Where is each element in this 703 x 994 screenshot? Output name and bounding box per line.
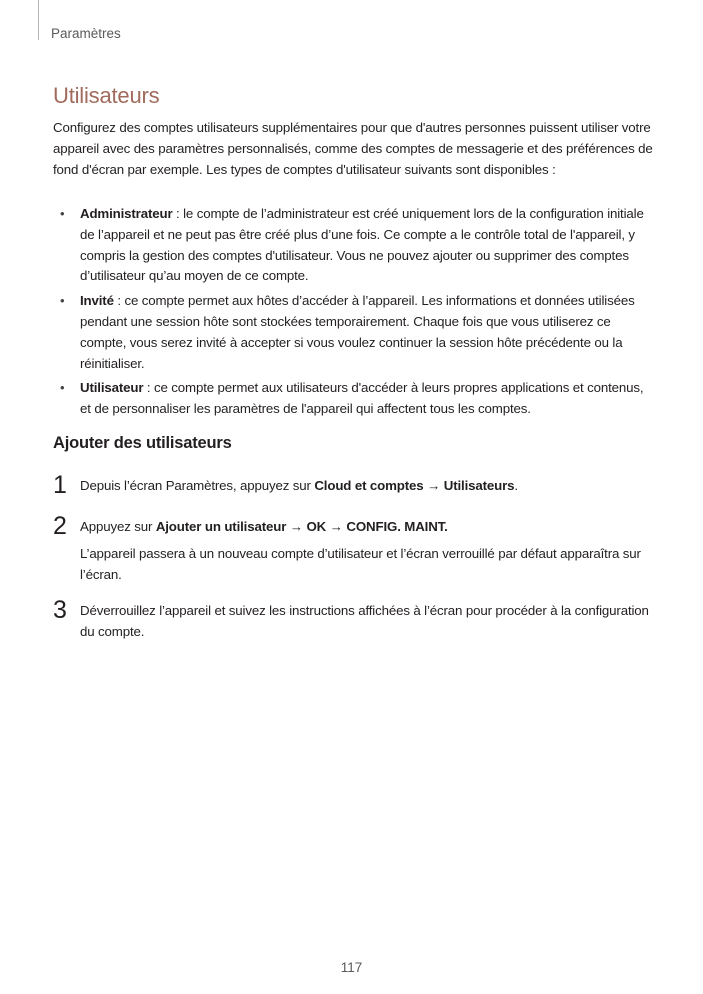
menu-path-cloud-accounts: Cloud et comptes	[314, 478, 424, 493]
page-number: 117	[340, 960, 363, 975]
bullet-term: Administrateur	[80, 206, 173, 221]
step-text: Depuis l’écran Paramètres, appuyez sur	[80, 478, 315, 493]
section-subtitle: Ajouter des utilisateurs	[53, 434, 232, 452]
menu-path-ok: OK	[306, 519, 327, 534]
step-instruction	[80, 517, 653, 538]
step-note: L’appareil passera à un nouveau compte d’utilisateur et l’écran verrouillé par défaut apparaîtra sur l’écran.	[80, 545, 641, 582]
header-section-label: Paramètres	[51, 26, 121, 41]
step-1	[53, 471, 653, 499]
page-title: Utilisateurs	[53, 83, 160, 108]
intro-paragraph: Configurez des comptes utilisateurs supplémentaires pour que d'autres personnes puissent utiliser votre appareil avec des paramètres personnalisés, comme des comptes de messagerie et des préférences de fond d'écran par exemple. Les types de comptes d'utilisateur suivants sont disponibles :	[53, 120, 653, 177]
menu-path-add-user: Ajouter un utilisateur	[155, 519, 287, 534]
list-item-invite	[53, 291, 653, 374]
bullet-icon: •	[60, 293, 65, 309]
step-number: 3	[53, 596, 67, 624]
step-instruction	[80, 476, 653, 497]
bullet-text: : ce compte permet aux utilisateurs d'accéder à leurs propres applications et contenus, et de personnaliser les paramètres de l'appareil qui affectent tous les comptes.	[80, 380, 644, 417]
menu-path-users: Utilisateurs	[443, 478, 515, 493]
step-number: 2	[53, 512, 67, 540]
bullet-term: Utilisateur	[80, 380, 144, 396]
bullet-term: Invité	[80, 293, 114, 309]
list-item-administrateur	[53, 204, 653, 287]
step-instruction: Déverrouillez l’appareil et suivez les instructions affichées à l’écran pour procéder à la configuration du compte.	[80, 603, 649, 639]
arrow-icon: →	[326, 519, 347, 534]
step-2	[53, 512, 653, 585]
arrow-icon: →	[286, 519, 307, 534]
step-3	[53, 596, 653, 643]
step-number: 1	[53, 471, 67, 499]
list-item-utilisateur	[53, 378, 653, 420]
arrow-icon: →	[423, 478, 444, 493]
step-text: .	[514, 478, 518, 493]
bullet-icon: •	[60, 206, 65, 221]
header-divider	[38, 0, 39, 40]
menu-path-config-maint: CONFIG. MAINT.	[346, 519, 448, 534]
step-text: Appuyez sur	[80, 519, 156, 534]
bullet-icon: •	[60, 380, 65, 396]
bullet-text: : ce compte permet aux hôtes d’accéder à l’appareil. Les informations et données utilisées pendant une session hôte sont stockées temporairement. Chaque fois que vous utiliserez ce compte, vous serez invité à accepter si vous voulez continuer la session hôte précédente ou la réinitialiser.	[80, 293, 635, 371]
account-types-list	[53, 204, 653, 424]
bullet-text: : le compte de l’administrateur est créé uniquement lors de la configuration initiale de l’appareil et ne peut pas être créé plus d’une fois. Ce compte a le contrôle total de l'appareil, y compris la gestion des comptes d'utilisateur. Vous ne pouvez ajouter ou supprimer des comptes d’utilisateur qu’au moyen de ce compte.	[80, 206, 644, 284]
